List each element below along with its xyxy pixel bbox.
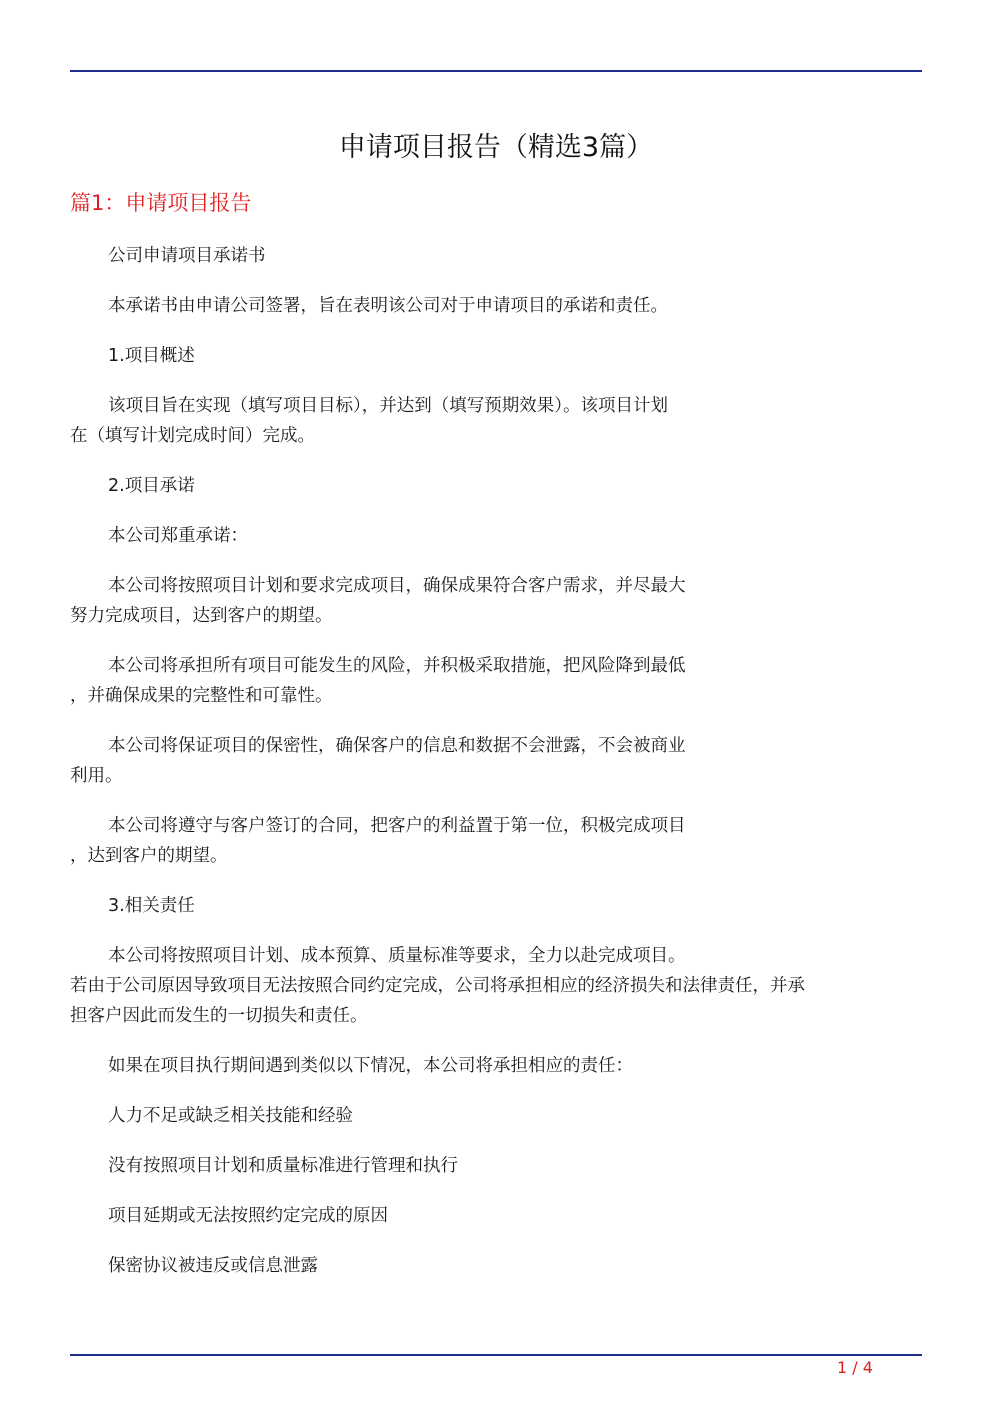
paragraph [70,1101,922,1131]
paragraph-line: 没有按照项目计划和质量标准进行管理和执行 [108,1156,458,1176]
paragraph [70,811,922,871]
paragraph-line: 3.相关责任 [108,896,195,916]
paragraph-line: 在（填写计划完成时间）完成。 [70,426,315,446]
paragraph-line: 本公司将保证项目的保密性，确保客户的信息和数据不会泄露，不会被商业 [108,736,686,756]
paragraph [70,391,922,451]
document-title: 申请项目报告（精选3篇） [338,132,654,163]
paragraph-line: 利用。 [70,766,123,786]
paragraph [70,521,922,551]
paragraph [70,1251,922,1281]
paragraph [70,731,922,791]
paragraph-line: 本公司将按照项目计划和要求完成项目，确保成果符合客户需求，并尽最大 [108,576,686,596]
paragraph [70,571,922,631]
section-heading: 篇1：申请项目报告 [70,191,252,215]
paragraph-line: 本承诺书由申请公司签署，旨在表明该公司对于申请项目的承诺和责任。 [108,296,668,316]
paragraph-line: 本公司将遵守与客户签订的合同，把客户的利益置于第一位，积极完成项目 [108,816,686,836]
paragraph [70,471,922,501]
paragraph [70,941,922,1031]
paragraph-line: 努力完成项目，达到客户的期望。 [70,606,333,626]
paragraph [70,891,922,921]
paragraph-line: ，并确保成果的完整性和可靠性。 [70,686,333,706]
page-number: 1 / 4 [837,1358,873,1377]
paragraph [70,1051,922,1081]
paragraph-line: 项目延期或无法按照约定完成的原因 [108,1206,388,1226]
paragraph-line: 保密协议被违反或信息泄露 [108,1256,318,1276]
paragraph-line: 人力不足或缺乏相关技能和经验 [108,1106,353,1126]
paragraph-line: 1.项目概述 [108,346,195,366]
paragraph-line: 本公司郑重承诺： [108,526,248,546]
paragraph-line: 该项目旨在实现（填写项目目标），并达到（填写预期效果）。该项目计划 [108,396,668,416]
paragraph-line: ，达到客户的期望。 [70,846,228,866]
paragraph-line: 如果在项目执行期间遇到类似以下情况，本公司将承担相应的责任： [108,1056,633,1076]
paragraph [70,241,922,271]
paragraph [70,1201,922,1231]
paragraph-line: 本公司将按照项目计划、成本预算、质量标准等要求，全力以赴完成项目。 [108,946,686,966]
paragraph [70,1151,922,1181]
paragraph [70,651,922,711]
footer-rule [70,1354,922,1356]
paragraph [70,291,922,321]
paragraph [70,341,922,371]
paragraph-line: 本公司将承担所有项目可能发生的风险，并积极采取措施，把风险降到最低 [108,656,686,676]
document-body [70,241,922,1301]
paragraph-line: 担客户因此而发生的一切损失和责任。 [70,1006,368,1026]
paragraph-line: 若由于公司原因导致项目无法按照合同约定完成，公司将承担相应的经济损失和法律责任，并承 [70,976,805,996]
paragraph-line: 2.项目承诺 [108,476,195,496]
header-rule [70,70,922,72]
paragraph-line: 公司申请项目承诺书 [108,246,266,266]
